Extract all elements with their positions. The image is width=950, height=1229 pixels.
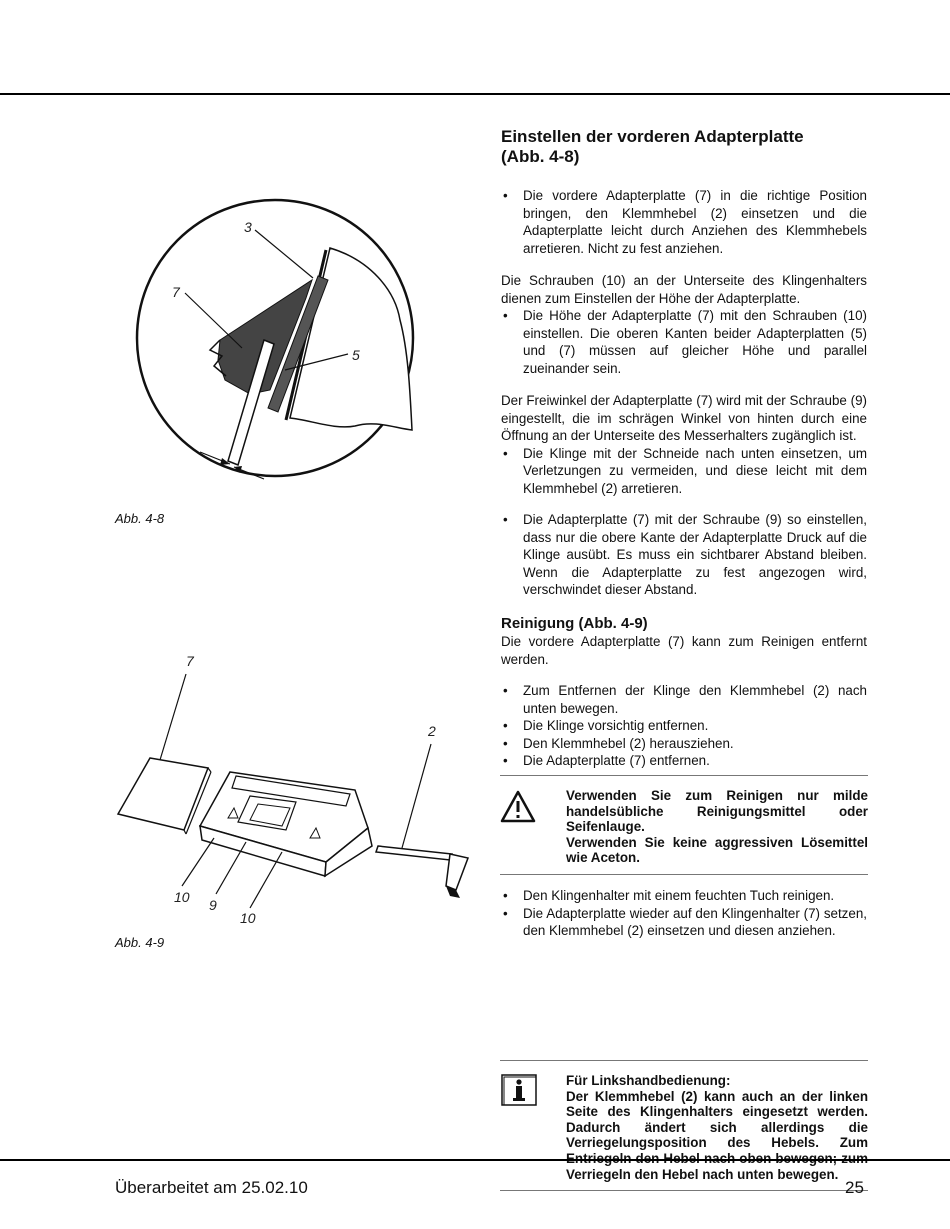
section2-intro: Die vordere Adapterplatte (7) kann zum Reinigen entfernt werden. — [501, 634, 867, 667]
info-text — [566, 1073, 868, 1182]
warning-note — [500, 775, 868, 875]
page-number: 25 — [845, 1178, 864, 1197]
figure-4-8 — [130, 180, 480, 500]
warning-text — [566, 788, 868, 866]
section1-title-line1: Einstellen der vorderen Adapterplatte — [501, 127, 804, 146]
list-item: • Die Adapterplatte (7) entfernen. — [501, 752, 867, 770]
header-rule — [0, 93, 950, 95]
fig49-label-10b: 10 — [240, 910, 256, 926]
list-item: • Den Klemmhebel (2) herausziehen. — [501, 735, 867, 753]
list-item: • Die Adapterplatte wieder auf den Klingenhalter (7) setzen, den Klemmhebel (2) einsetzen und diesen anziehen. — [501, 905, 867, 940]
fig48-label-5: 5 — [352, 347, 360, 363]
figure-4-8-caption: Abb. 4-8 — [115, 511, 165, 526]
info-heading: Für Linkshandbedienung: — [566, 1072, 731, 1088]
figure-4-9-caption: Abb. 4-9 — [115, 935, 165, 950]
warning-triangle-icon — [500, 788, 566, 866]
cleaning-steps-2 — [501, 887, 867, 940]
section-adapter-plate — [501, 127, 867, 599]
list-item: • Die Klinge mit der Schneide nach unten einsetzen, um Verletzungen zu vermeiden, und diese leicht mit dem Klemmhebel (2) arretieren. — [501, 445, 867, 498]
section1-list-a — [501, 187, 867, 257]
section1-para2: Der Freiwinkel der Adapterplatte (7) wird mit der Schraube (9) eingestellt, die im schrägen Winkel von hinten durch eine Öffnung an der Unterseite des Messerhalters zugänglich ist. — [501, 393, 867, 443]
fig49-label-2: 2 — [428, 723, 436, 739]
fig48-label-7: 7 — [172, 284, 180, 300]
list-item: • Die Adapterplatte (7) mit der Schraube (9) so einstellen, dass nur die obere Kante der Adapterplatte Druck auf die Klinge ausübt. Es muss ein sichtbarer Abstand bleiben. Wenn die Adapterplatte zu fest angezogen wird, verschwindet dieser Abstand. — [501, 511, 867, 599]
section1-title — [501, 127, 867, 167]
list-item: • Die Klinge vorsichtig entfernen. — [501, 717, 867, 735]
section1-list-b — [501, 307, 867, 377]
section1-list-c — [501, 445, 867, 599]
cleaning-steps — [501, 682, 867, 770]
revision-date: Überarbeitet am 25.02.10 — [115, 1178, 308, 1197]
fig48-label-3: 3 — [244, 219, 252, 235]
warning-line1: Verwenden Sie zum Reinigen nur milde handelsübliche Reinigungsmittel oder Seifenlauge. — [566, 788, 868, 835]
fig49-label-7: 7 — [186, 653, 194, 669]
list-item: • Die vordere Adapterplatte (7) in die richtige Position bringen, den Klemmhebel (2) einsetzen und die Adapterplatte leicht durch Anziehen des Klemmhebels arretieren. Nicht zu fest anziehen. — [501, 187, 867, 257]
section-cleaning — [501, 615, 867, 770]
info-icon — [500, 1073, 566, 1182]
section1-title-line2: (Abb. 4-8) — [501, 147, 580, 166]
footer-rule — [0, 1159, 950, 1161]
info-body: Der Klemmhebel (2) kann auch an der linken Seite des Klingenhalters eingesetzt werden. Dadurch ändert sich allerdings die Verriegelungsposition des Hebels. Zum Verriegeln den Hebel nach unten bewegen. — [566, 1088, 868, 1182]
list-item: • Den Klingenhalter mit einem feuchten Tuch reinigen. — [501, 887, 867, 905]
list-item: • Die Höhe der Adapterplatte (7) mit den Schrauben (10) einstellen. Die oberen Kanten beider Adapterplatten (5) und (7) müssen auf gleicher Höhe und parallel zueinander sein. — [501, 307, 867, 377]
list-item: • Zum Entfernen der Klinge den Klemmhebel (2) nach unten bewegen. — [501, 682, 867, 717]
fig49-label-9: 9 — [209, 897, 217, 913]
section2-title: Reinigung (Abb. 4-9) — [501, 615, 648, 632]
fig49-label-10a: 10 — [174, 889, 190, 905]
warning-line2: Verwenden Sie keine aggressiven Lösemittel wie Aceton. — [566, 834, 868, 866]
section1-para1: Die Schrauben (10) an der Unterseite des Klingenhalters dienen zum Einstellen der Höhe der Adapterplatte. — [501, 273, 867, 306]
cleaning-steps-2-list — [501, 887, 867, 940]
figure-4-9 — [110, 650, 485, 930]
info-note — [500, 1060, 868, 1191]
